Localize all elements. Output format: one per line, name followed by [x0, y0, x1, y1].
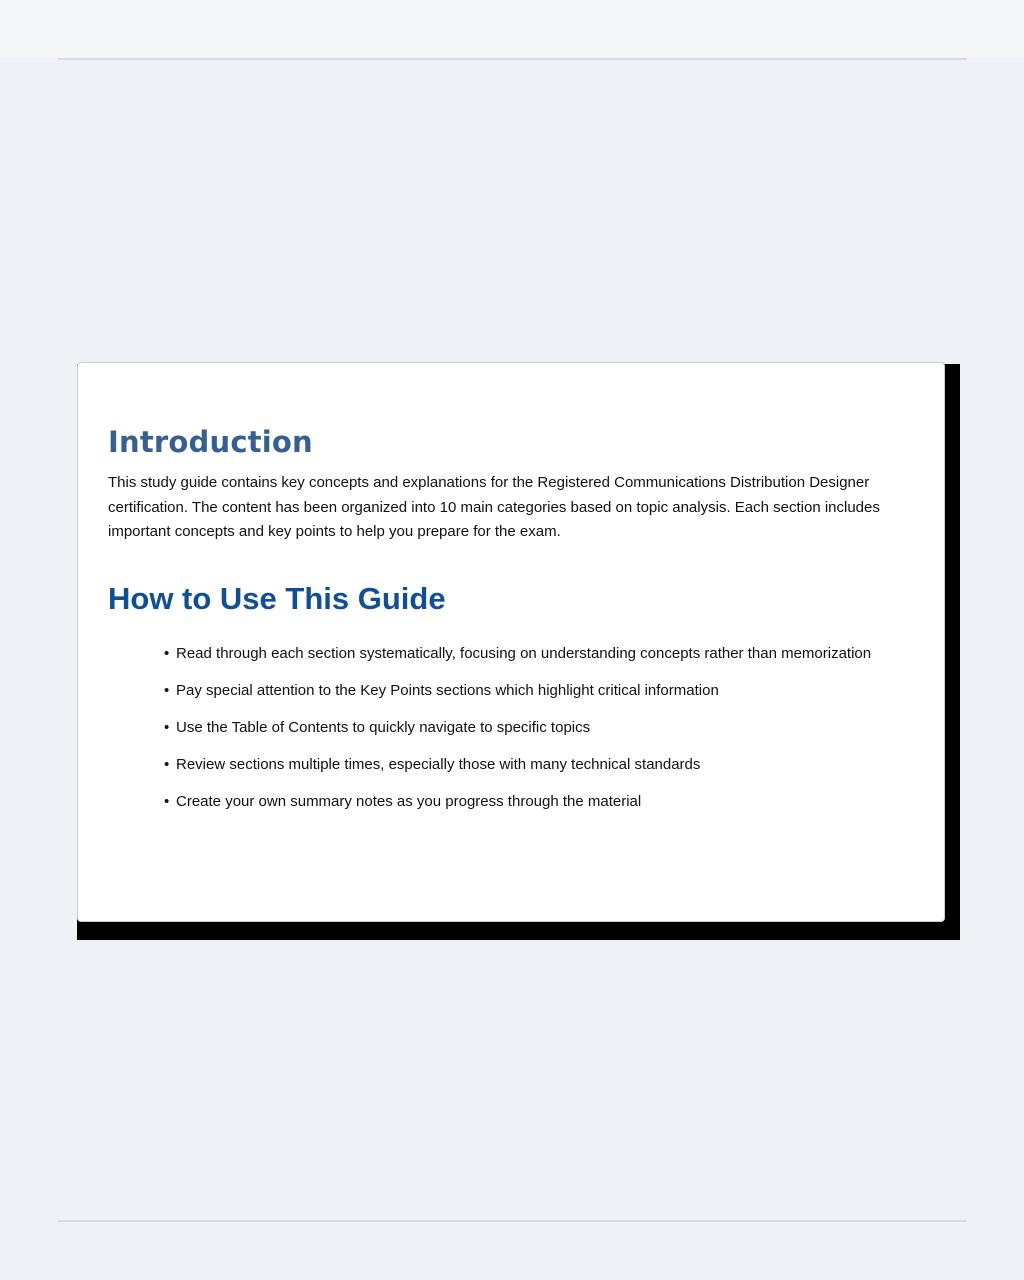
introduction-paragraph: This study guide contains key concepts and explanations for the Registered Communications Distribution Designer certification. The content has been organized into 10 main categories based on topic analysis. Each section includes important concepts and key points to help you prepare for the exam.	[108, 474, 880, 540]
bullet-icon: •	[164, 645, 170, 662]
list-item	[164, 791, 924, 828]
bullet-icon: •	[164, 719, 170, 736]
how-to-use-list	[164, 643, 924, 828]
list-item	[164, 643, 924, 680]
list-item	[164, 754, 924, 791]
list-item-text: Read through each section systematically, focusing on understanding concepts rather than memorization	[176, 645, 872, 662]
list-item	[164, 680, 924, 717]
bullet-icon: •	[164, 756, 170, 773]
list-item-text: Pay special attention to the Key Points sections which highlight critical information	[176, 682, 719, 699]
how-to-use-heading: How to Use This Guide	[108, 581, 446, 616]
introduction-heading: Introduction	[108, 425, 313, 459]
bullet-icon: •	[164, 682, 170, 699]
document-page	[77, 362, 945, 922]
bottom-divider	[58, 1220, 967, 1222]
top-toolbar-area	[0, 0, 1024, 58]
list-item-text: Review sections multiple times, especially those with many technical standards	[176, 756, 701, 773]
list-item	[164, 717, 924, 754]
list-item-text: Create your own summary notes as you progress through the material	[176, 793, 642, 810]
bullet-icon: •	[164, 793, 170, 810]
list-item-text: Use the Table of Contents to quickly navigate to specific topics	[176, 719, 591, 736]
top-divider	[58, 58, 967, 60]
